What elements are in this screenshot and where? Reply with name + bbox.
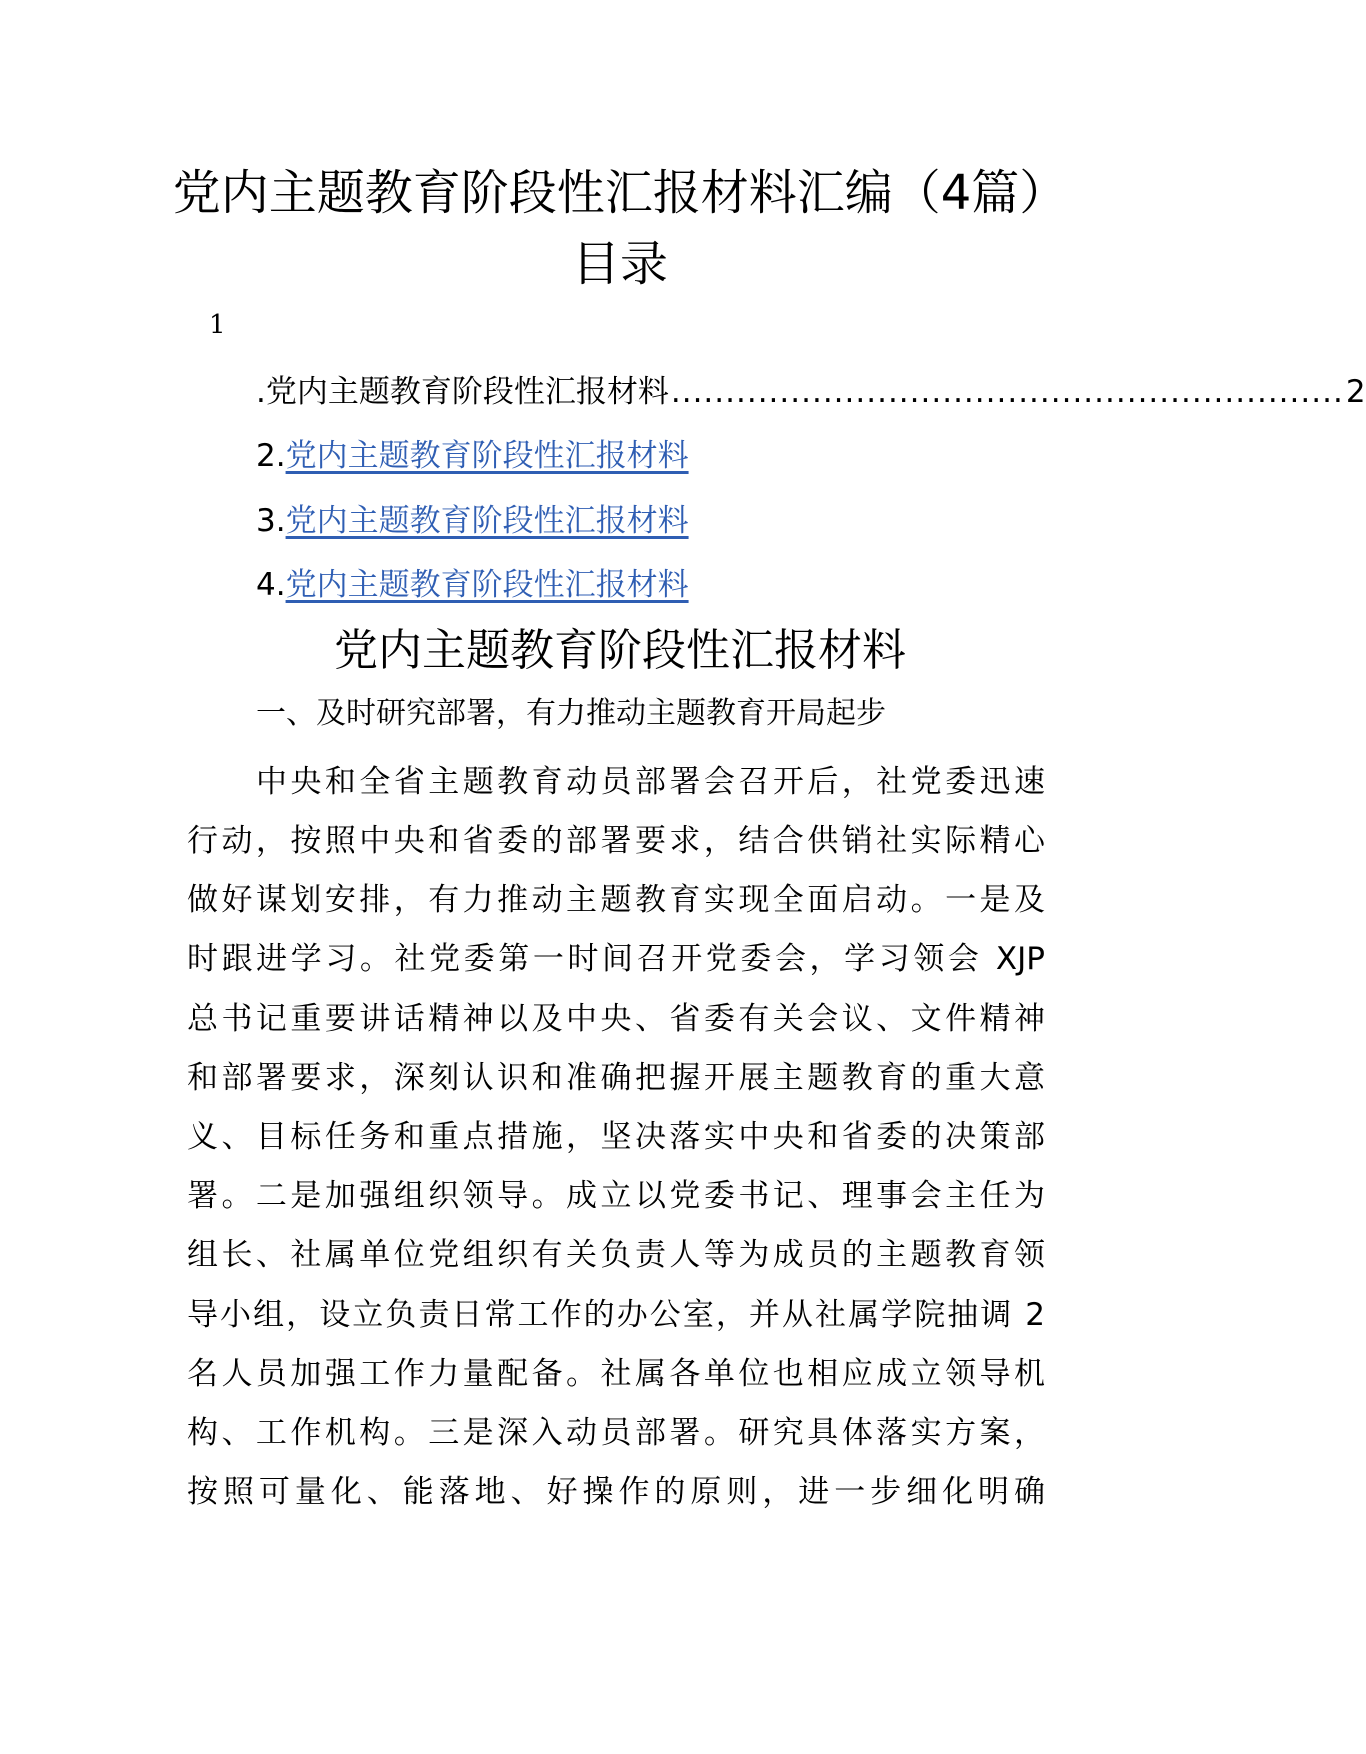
section-subheading: 一、及时研究部署，有力推动主题教育开局起步: [256, 696, 886, 731]
body-line: 时跟进学习。社党委第一时间召开党委会，学习领会 XJP: [187, 941, 1045, 977]
toc-entry-prefix: .: [256, 374, 266, 410]
body-line: 和部署要求，深刻认识和准确把握开展主题教育的重大意: [187, 1060, 1045, 1096]
body-line: 义、目标任务和重点措施，坚决落实中央和省委的决策部: [187, 1119, 1045, 1155]
toc-entry-3: [256, 499, 689, 543]
toc-link[interactable]: 党内主题教育阶段性汇报材料: [285, 438, 689, 474]
toc-dot-leader: ..............................................................: [670, 374, 1344, 410]
toc-link[interactable]: 党内主题教育阶段性汇报材料: [285, 567, 689, 603]
document-title: 党内主题教育阶段性汇报材料汇编（4篇）: [172, 165, 1068, 221]
body-line: 总书记重要讲话精神以及中央、省委有关会议、文件精神: [187, 1001, 1045, 1037]
toc-entry-4: [256, 563, 689, 607]
body-line: 做好谋划安排，有力推动主题教育实现全面启动。一是及: [187, 882, 1045, 918]
section-title: 党内主题教育阶段性汇报材料: [334, 625, 906, 676]
toc-entry-label: 党内主题教育阶段性汇报材料: [265, 374, 669, 410]
body-line: 组长、社属单位党组织有关负责人等为成员的主题教育领: [187, 1237, 1045, 1273]
toc-entry-2: [256, 434, 689, 478]
toc-heading: 目录: [571, 236, 668, 292]
body-line: 构、工作机构。三是深入动员部署。研究具体落实方案，: [187, 1415, 1045, 1451]
body-line: 名人员加强工作力量配备。社属各单位也相应成立领导机: [187, 1356, 1045, 1392]
body-line: 署。二是加强组织领导。成立以党委书记、理事会主任为: [187, 1178, 1045, 1214]
toc-entry-prefix: 2.: [256, 438, 286, 474]
body-line: 行动，按照中央和省委的部署要求，结合供销社实际精心: [187, 823, 1045, 859]
toc-entry-prefix: 4.: [256, 567, 286, 603]
toc-number: 1: [209, 310, 226, 340]
body-line: 导小组，设立负责日常工作的办公室，并从社属学院抽调 2: [187, 1297, 1045, 1333]
toc-page-number: 2: [1345, 374, 1366, 410]
body-line: 中央和全省主题教育动员部署会召开后，社党委迅速: [256, 764, 1045, 800]
toc-entry-prefix: 3.: [256, 503, 286, 539]
toc-link[interactable]: 党内主题教育阶段性汇报材料: [285, 503, 689, 539]
body-line: 按照可量化、能落地、好操作的原则，进一步细化明确: [187, 1474, 1045, 1510]
toc-entry-1[interactable]: [256, 370, 1366, 414]
